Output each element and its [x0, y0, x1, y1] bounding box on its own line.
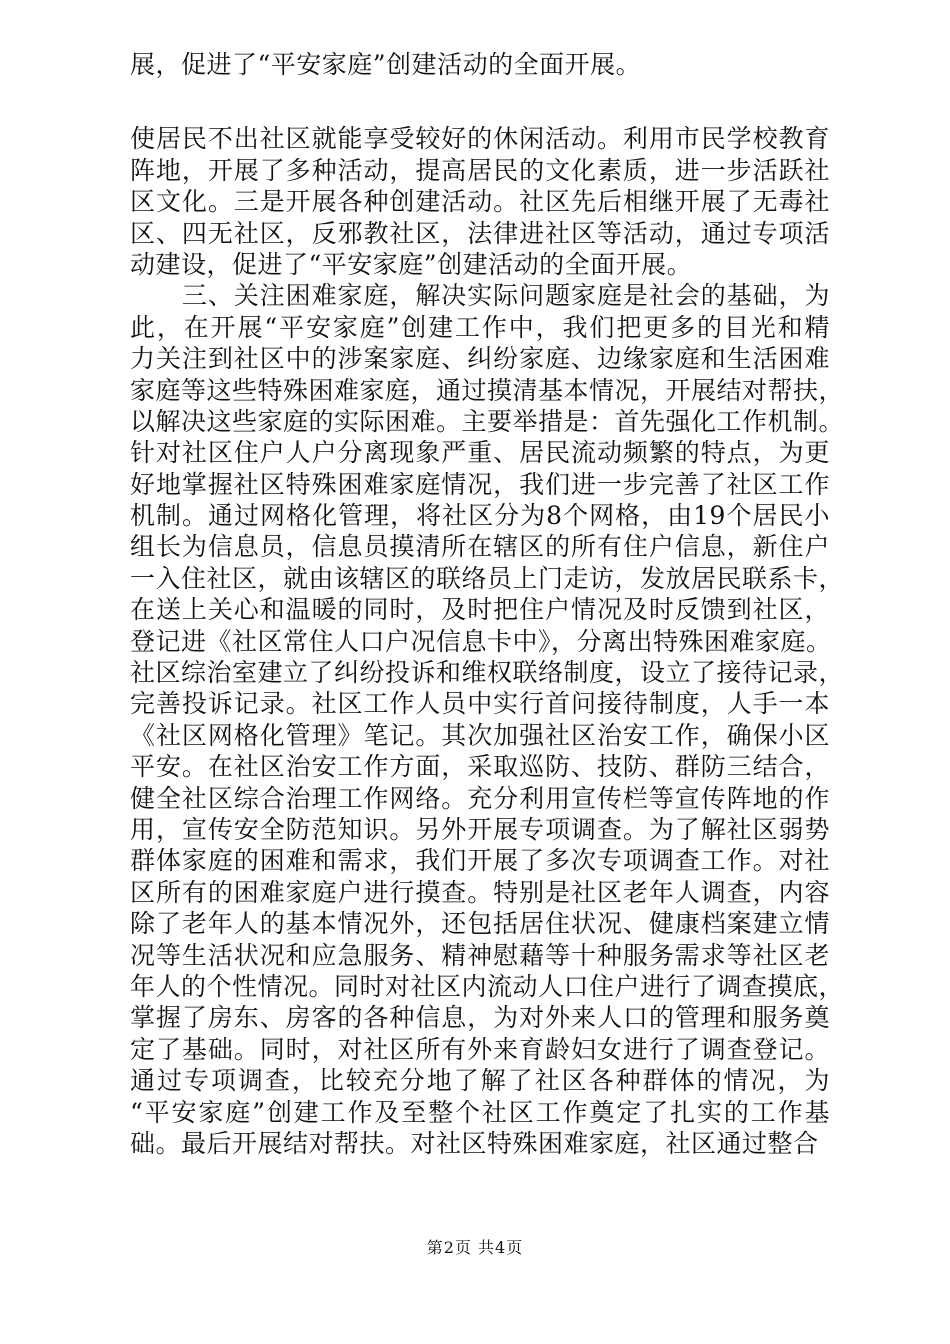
text-line: 通过专项调查，比较充分地了解了社区各种群体的情况，为 — [130, 1066, 830, 1096]
text-line: 家庭等这些特殊困难家庭，通过摸清基本情况，开展结对帮扶， — [130, 375, 845, 405]
text-line: 针对社区住户人户分离现象严重、居民流动频繁的特点，为更 — [130, 438, 830, 468]
text-line: 年人的个性情况。同时对社区内流动人口住户进行了调查摸底， — [130, 971, 845, 1001]
document-body — [130, 49, 845, 1159]
text-line: 使居民不出社区就能享受较好的休闲活动。利用市民学校教育 — [130, 124, 830, 154]
text-line: 掌握了房东、房客的各种信息，为对外来人口的管理和服务奠 — [130, 1003, 830, 1033]
text-line: 此，在开展“平安家庭”创建工作中，我们把更多的目光和精 — [130, 312, 830, 342]
text-line: 在送上关心和温暖的同时，及时把住户情况及时反馈到社区， — [130, 595, 830, 625]
text-line: 区、四无社区，反邪教社区，法律进社区等活动，通过专项活 — [130, 218, 830, 248]
text-line: 一入住社区，就由该辖区的联络员上门走访，发放居民联系卡， — [130, 563, 845, 593]
text-line: 区文化。三是开展各种创建活动。社区先后相继开展了无毒社 — [130, 187, 830, 217]
text-line: 好地掌握社区特殊困难家庭情况，我们进一步完善了社区工作 — [130, 469, 830, 499]
text-line: 除了老年人的基本情况外，还包括居住状况、健康档案建立情 — [130, 909, 830, 939]
text-line: 定了基础。同时，对社区所有外来育龄妇女进行了调查登记。 — [130, 1034, 830, 1064]
top-line: 展，促进了“平安家庭”创建活动的全面开展。 — [130, 50, 642, 79]
text-line: 础。最后开展结对帮扶。对社区特殊困难家庭，社区通过整合 — [130, 1128, 819, 1158]
text-line: 动建设，促进了“平安家庭”创建活动的全面开展。 — [130, 249, 693, 279]
text-line: 《社区网格化管理》笔记。其次加强社区治安工作，确保小区 — [130, 720, 830, 750]
text-line: 以解决这些家庭的实际困难。主要举措是：首先强化工作机制。 — [130, 406, 845, 436]
text-line: 三、关注困难家庭，解决实际问题家庭是社会的基础，为 — [130, 281, 830, 311]
paragraph-gap — [130, 80, 830, 123]
text-line: 况等生活状况和应急服务、精神慰藉等十种服务需求等社区老 — [130, 940, 830, 970]
text-line: 登记进《社区常住人口户况信息卡中》，分离出特殊困难家庭。 — [130, 626, 832, 656]
text-line: 力关注到社区中的涉案家庭、纠纷家庭、边缘家庭和生活困难 — [130, 344, 830, 374]
text-line: 用，宣传安全防范知识。另外开展专项调查。为了解社区弱势 — [130, 814, 830, 844]
text-line: 机制。通过网格化管理，将社区分为8个网格，由19个居民小 — [130, 501, 830, 531]
text-line: 群体家庭的困难和需求，我们开展了多次专项调查工作。对社 — [130, 846, 830, 876]
text-line: 社区综治室建立了纠纷投诉和维权联络制度，设立了接待记录， — [130, 658, 845, 688]
text-line: “平安家庭”创建工作及至整个社区工作奠定了扎实的工作基 — [130, 1097, 830, 1127]
page-footer: 第2页 共4页 — [426, 1238, 524, 1257]
text-line: 完善投诉记录。社区工作人员中实行首问接待制度，人手一本 — [130, 689, 830, 719]
text-line: 健全社区综合治理工作网络。充分利用宣传栏等宣传阵地的作 — [130, 783, 830, 813]
text-line: 组长为信息员，信息员摸清所在辖区的所有住户信息，新住户 — [130, 532, 830, 562]
text-line: 阵地，开展了多种活动，提高居民的文化素质，进一步活跃社 — [130, 155, 830, 185]
text-line: 平安。在社区治安工作方面，采取巡防、技防、群防三结合， — [130, 752, 830, 782]
text-line: 区所有的困难家庭户进行摸查。特别是社区老年人调查，内容 — [130, 877, 830, 907]
